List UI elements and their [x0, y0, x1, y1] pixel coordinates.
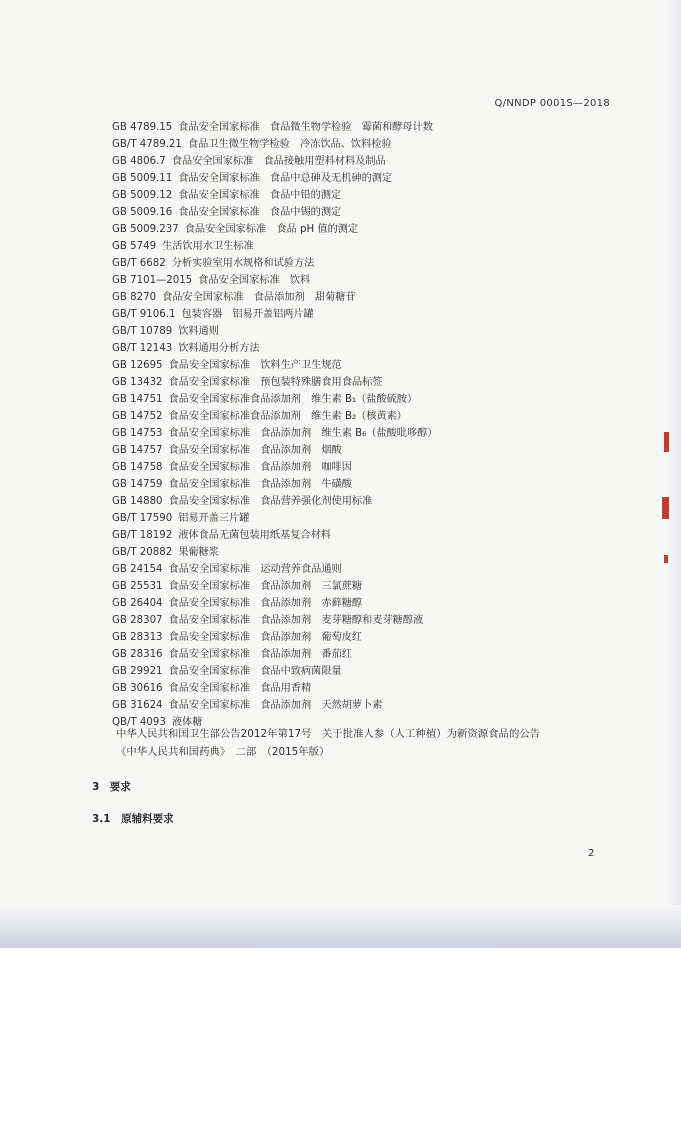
reference-item: [112, 306, 582, 323]
standard-title: 液体食品无菌包装用纸基复合材料: [178, 530, 331, 541]
reference-item: [112, 561, 582, 578]
standard-title: 食品安全国家标准 食品中致病菌限量: [168, 666, 342, 677]
standard-title: 食品安全国家标准 食品 pH 值的测定: [184, 224, 359, 235]
standard-title: 饮料通则: [178, 326, 219, 337]
reference-item: [112, 204, 582, 221]
standard-code: GB/T 10789: [112, 326, 173, 337]
standard-code: GB 28316: [112, 649, 163, 660]
standard-code: GB 14753: [112, 428, 163, 439]
standard-code: GB 14757: [112, 445, 163, 456]
standard-title: 食品安全国家标准 食品添加剂 三氯蔗糖: [168, 581, 363, 592]
reference-item: [112, 595, 582, 612]
standard-code: GB 14758: [112, 462, 163, 473]
standard-code: GB 28307: [112, 615, 163, 626]
standard-code: GB 24154: [112, 564, 163, 575]
reference-item: [112, 374, 582, 391]
standard-title: 铝易开盖三片罐: [178, 513, 250, 524]
reference-item: [112, 170, 582, 187]
reference-item: [112, 578, 582, 595]
standard-code: GB 14759: [112, 479, 163, 490]
standard-title: 食品安全国家标准 食品中锡的测定: [178, 207, 342, 218]
standard-code: GB 14752: [112, 411, 163, 422]
standard-title: 食品安全国家标准 饮料: [198, 275, 311, 286]
reference-item: [112, 340, 582, 357]
standard-title: 食品安全国家标准 食品添加剂 天然胡萝卜素: [168, 700, 383, 711]
standard-title: 液体糖: [171, 717, 203, 728]
standard-code: GB 5749: [112, 241, 157, 252]
section-3-1-heading: 3.1 原辅料要求: [92, 813, 174, 825]
standard-title: 食品安全国家标准 食品用香精: [168, 683, 312, 694]
standard-title: 包装容器 铝易开盖铝两片罐: [181, 309, 314, 320]
reference-item: [112, 612, 582, 629]
standard-code: GB 5009.12: [112, 190, 173, 201]
standard-code: GB/T 17590: [112, 513, 173, 524]
standard-code: GB 5009.237: [112, 224, 179, 235]
standard-title: 食品安全国家标准 食品添加剂 甜菊糖苷: [162, 292, 356, 303]
seal-fragment: [664, 555, 668, 563]
reference-item: [112, 459, 582, 476]
reference-item: [112, 255, 582, 272]
standard-code: GB/T 9106.1: [112, 309, 176, 320]
standard-code: GB 29921: [112, 666, 163, 677]
standard-title: 食品安全国家标准 食品中铅的测定: [178, 190, 342, 201]
reference-item: [112, 119, 582, 136]
reference-item: [112, 646, 582, 663]
pharmacopoeia-reference: 《中华人民共和国药典》 二部 （2015年版）: [116, 746, 330, 758]
standard-code: GB 31624: [112, 700, 163, 711]
standard-title: 食品安全国家标准 食品中总砷及无机砷的测定: [178, 173, 393, 184]
standard-code: GB 12695: [112, 360, 163, 371]
standard-code: GB 4806.7: [112, 156, 166, 167]
standard-code: GB/T 4789.21: [112, 139, 182, 150]
reference-item: [112, 510, 582, 527]
normative-references-list: [112, 119, 582, 731]
standard-title: 食品安全国家标准 食品微生物学检验 霉菌和酵母计数: [178, 122, 433, 133]
reference-item: [112, 391, 582, 408]
standard-code: GB 7101—2015: [112, 275, 193, 286]
standard-title: 食品安全国家标准 食品添加剂 麦芽糖醇和麦芽糖醇液: [168, 615, 424, 626]
reference-item: [112, 272, 582, 289]
standard-code: GB/T 6682: [112, 258, 166, 269]
standard-code: GB 28313: [112, 632, 163, 643]
standard-title: 食品安全国家标准食品添加剂 维生素 B₂（核黄素）: [168, 411, 407, 422]
section-3-heading: 3 要求: [92, 781, 131, 793]
reference-item: [112, 425, 582, 442]
standard-code: QB/T 4093: [112, 717, 166, 728]
page-edge-shadow: [664, 0, 681, 948]
standard-code: GB 14751: [112, 394, 163, 405]
reference-item: [112, 136, 582, 153]
standard-title: 分析实验室用水规格和试验方法: [171, 258, 315, 269]
standard-title: 食品安全国家标准 食品添加剂 牛磺酸: [168, 479, 352, 490]
standard-title: 食品安全国家标准 运动营养食品通则: [168, 564, 342, 575]
standard-title: 食品安全国家标准 食品添加剂 维生素 B₆（盐酸吡哆醇）: [168, 428, 438, 439]
standard-code: GB 5009.16: [112, 207, 173, 218]
scan-bottom-shadow: [0, 905, 681, 948]
reference-item: [112, 221, 582, 238]
reference-item: [112, 153, 582, 170]
standard-code: GB/T 12143: [112, 343, 173, 354]
reference-item: [112, 357, 582, 374]
standard-title: 食品安全国家标准 饮料生产卫生规范: [168, 360, 342, 371]
standard-title: 食品安全国家标准 食品营养强化剂使用标准: [168, 496, 373, 507]
standard-title: 饮料通用分析方法: [178, 343, 260, 354]
standard-title: 食品安全国家标准 预包装特殊膳食用食品标签: [168, 377, 383, 388]
reference-item: [112, 323, 582, 340]
reference-item: [112, 493, 582, 510]
standard-code: GB 4789.15: [112, 122, 173, 133]
reference-item: [112, 629, 582, 646]
standard-title: 食品安全国家标准 食品接触用塑料材料及制品: [171, 156, 386, 167]
standard-title: 食品安全国家标准 食品添加剂 咖啡因: [168, 462, 352, 473]
page-number: 2: [588, 848, 595, 859]
reference-item: [112, 442, 582, 459]
reference-item: [112, 238, 582, 255]
seal-fragment: [662, 497, 669, 519]
standard-title: 食品安全国家标准 食品添加剂 烟酸: [168, 445, 342, 456]
standard-code: GB 25531: [112, 581, 163, 592]
ministry-notice: 中华人民共和国卫生部公告2012年第17号 关于批准人参（人工种植）为新资源食品的公告: [116, 728, 541, 740]
standard-code: GB/T 20882: [112, 547, 173, 558]
standard-title: 果葡糖浆: [178, 547, 219, 558]
reference-item: [112, 289, 582, 306]
seal-fragment: [664, 432, 669, 452]
standard-code: GB/T 18192: [112, 530, 173, 541]
standard-title: 生活饮用水卫生标准: [162, 241, 254, 252]
standard-title: 食品安全国家标准 食品添加剂 赤藓糖醇: [168, 598, 363, 609]
standard-title: 食品安全国家标准 食品添加剂 葡萄皮红: [168, 632, 363, 643]
reference-item: [112, 408, 582, 425]
standard-code: GB 30616: [112, 683, 163, 694]
reference-item: [112, 697, 582, 714]
reference-item: [112, 680, 582, 697]
standard-title: 食品卫生微生物学检验 冷冻饮品、饮料检验: [187, 139, 392, 150]
reference-item: [112, 527, 582, 544]
reference-item: [112, 187, 582, 204]
reference-item: [112, 476, 582, 493]
standard-code: GB 26404: [112, 598, 163, 609]
standard-code: GB 5009.11: [112, 173, 173, 184]
reference-item: [112, 544, 582, 561]
document-code: Q/NNDP 0001S—2018: [494, 98, 610, 109]
reference-item: [112, 663, 582, 680]
standard-title: 食品安全国家标准食品添加剂 维生素 B₁（盐酸硫胺）: [168, 394, 418, 405]
standard-code: GB 14880: [112, 496, 163, 507]
standard-code: GB 13432: [112, 377, 163, 388]
standard-title: 食品安全国家标准 食品添加剂 番茄红: [168, 649, 352, 660]
standard-code: GB 8270: [112, 292, 157, 303]
